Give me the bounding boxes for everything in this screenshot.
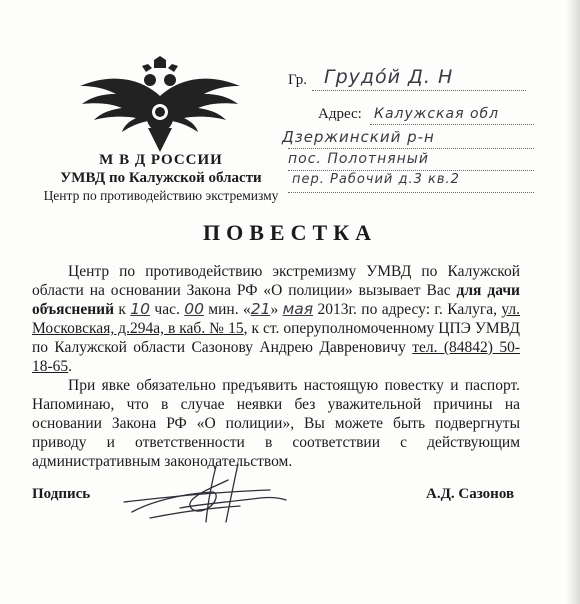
summons-text-e: » [270, 301, 283, 318]
double-headed-eagle-emblem-icon [78, 56, 242, 152]
address-value-2: Дзержинский р-н [282, 128, 435, 146]
handwritten-signature [120, 462, 290, 524]
signer-name: А.Д. Сазонов [426, 486, 515, 502]
summons-address: ул. Московская, д.294а, в каб. № 15 [32, 301, 521, 337]
address-line-3 [288, 170, 534, 171]
address-label: Адрес: [318, 106, 362, 122]
recipient-line [312, 90, 526, 91]
signature-label: Подпись [32, 486, 91, 502]
summons-text-d: мин. « [203, 301, 251, 318]
recipient-name: Грудо́й Д. Н [324, 66, 454, 88]
summons-text-b: к [114, 301, 131, 318]
address-value-4: пер. Рабочий д.3 кв.2 [292, 172, 460, 187]
summons-phone: тел. (84842) 50-18-65 [32, 339, 520, 375]
summons-day: 21 [250, 300, 271, 318]
address-value-3: пос. Полотняный [288, 151, 429, 167]
org-name: М В Д РОССИИ [99, 152, 223, 168]
address-line-1 [370, 124, 534, 125]
summons-hour: 10 [130, 300, 151, 318]
summons-purpose: для дачи объяснений [32, 282, 520, 318]
summons-text-h: . [68, 358, 73, 375]
summons-text-f: 2013г. по адресу: г. Калуга, [313, 301, 502, 318]
warning-paragraph: При явке обязательно предъявить настоящую повестку и паспорт. Напоминаю, что в случае неявки без уважительной причины на основании Закона РФ «О полиции», Вы можете быть подвергнуты приводу и ответственности в соответствии с действующим административным законодательством. [32, 377, 520, 470]
document-title: ПОВЕСТКА [203, 220, 377, 245]
org-department: УМВД по Калужской области [60, 170, 262, 186]
org-center: Центр по противодействию экстремизму [43, 188, 279, 203]
summons-minute: 00 [184, 300, 204, 318]
summons-month: мая [282, 300, 314, 318]
summons-text-g: , к ст. оперуполномоченному ЦПЭ УМВД по Калужской области Сазонову Андрею Давреновичу [32, 320, 520, 356]
address-value-1: Калужская обл [374, 106, 500, 122]
address-line-2 [288, 148, 534, 149]
summons-paragraph [32, 262, 520, 376]
address-line-4 [288, 192, 534, 193]
summons-text-a: Центр по противодействию экстремизму УМВД по Калужской области на основании Закона РФ «О полиции» вызывает Вас [32, 263, 520, 299]
page-shadow-edge [566, 0, 580, 604]
recipient-label: Гр. [288, 72, 307, 88]
summons-text-c: час. [150, 301, 185, 318]
